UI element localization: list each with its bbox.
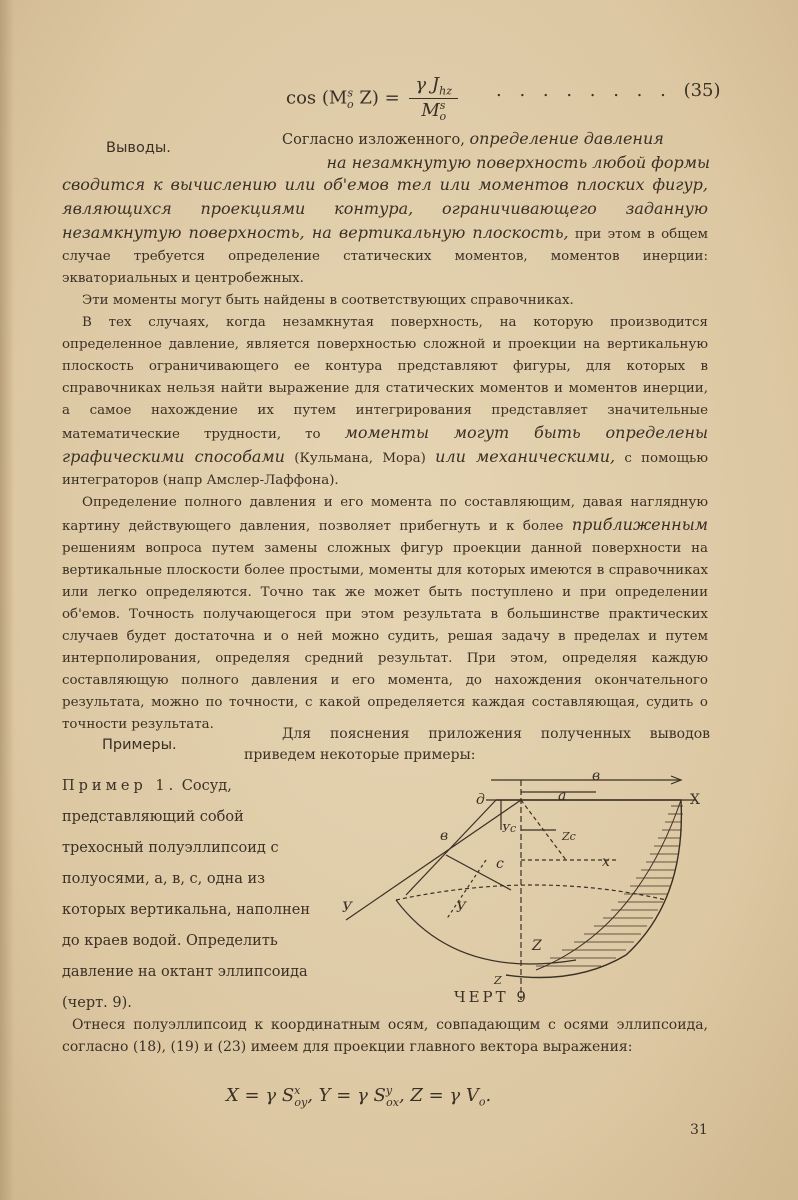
para3-italic-2: или механическими,: [435, 447, 616, 466]
ellipsoid-outline: [496, 800, 681, 978]
equator-dashed: [396, 885, 666, 900]
label-z-small: Z: [494, 974, 502, 987]
para3-b: (Кульмана, Мора): [294, 451, 426, 466]
conclusions-line2: [258, 152, 710, 175]
conclusions-after-italic: при этом в общем случае требуется определение статических моментов, моментов инерции: экваториальных и центробежных.: [62, 227, 709, 286]
denominator-sub: o: [439, 110, 447, 124]
label-c-inner: с: [496, 856, 504, 872]
para3-c: с помощью интеграторов (напр Амслер-Лаффона).: [62, 451, 708, 488]
conclusions-paragraph-3: [62, 312, 708, 492]
formula-35: [286, 74, 458, 123]
formula-lhs: cos (M: [286, 87, 348, 109]
formula-x-sup: x: [294, 1084, 301, 1097]
conclusions-line1-plain: Согласно изложенного,: [282, 132, 465, 148]
label-yc: Ус: [502, 822, 517, 835]
conclusions-heading: Выводы.: [106, 140, 171, 156]
examples-intro: Для пояснения приложения полученных выводов приведем некоторые примеры:: [244, 726, 710, 763]
conclusions-paragraph-4: [62, 492, 708, 736]
formula-z-sub: o: [478, 1095, 486, 1109]
conclusions-italic-block: сводится к вычислению или об'емов тел или моментов плоских фигур, являющихся проекциями контура, ограничивающего заданную незамкнутую поверхность, на вертикальную плоскость,: [62, 175, 708, 242]
page-number: 31: [690, 1122, 708, 1138]
figure-9: [336, 770, 708, 1010]
example-1-body: Сосуд, представляющий собой трехосный полуэллипсоид с полуосями, а, в, с, одна из которых вертикальна, наполнен до краев водой. Определить давление на октант эллипсоида (черт. 9).: [62, 778, 311, 1011]
formula-denominator: [409, 99, 458, 124]
equation-number-line: [496, 80, 721, 101]
para4-a: Определение полного давления и его момента по составляющим, давая наглядную картину действующего давления, позволяет прибегнуть и к более: [62, 495, 708, 534]
para3-a: В тех случаях, когда незамкнутая поверхность, на которую производится определенное давление, является поверхностью сложной и проекции на вертикальную плоскость ограничивающего ее контура представляют фигуры, для которых в справочниках нельзя найти выражение для статических моментов и моментов инерции, а самое нахождение их путем интегрирования представляет значительные математические трудности, то: [62, 315, 708, 442]
conclusions-line2-italic: на незамкнутую поверхность любой формы: [326, 153, 710, 172]
example-1-text: [62, 771, 324, 1019]
label-b-left: в: [440, 828, 449, 844]
formula-y: , Y = γ S: [307, 1085, 386, 1106]
numerator-sub: hz: [439, 84, 453, 98]
para4-italic: приближенным: [571, 515, 709, 534]
label-a-top: а: [558, 788, 567, 804]
formula-z: , Z = γ V: [398, 1085, 479, 1106]
para4-b: решениям вопроса путем замены сложных фигур проекции данной поверхности на вертикальные плоскости более простыми, моменты для которых имеются в справочниках или легко определяются. Точно так же может быть поступлено и при определении об'емов. Точность получающегося при этом результата в большинстве практических случаев будет достаточна и о ней можно судить, решая задачу в пределах и путем интерполирования, определяя средний результат. При этом, определяя каждую составляющую полного давления и его момента, до нахождения окончательного результата, можно по точности, с какой определяется каждая составляющая, судить о точности результата.: [62, 541, 708, 732]
formula-lhs-sup: s: [347, 86, 353, 100]
principal-vector-formula: [226, 1084, 491, 1109]
label-y-inner: У: [456, 900, 467, 916]
conclusions-body: [62, 174, 708, 736]
conclusions-line1: [282, 128, 712, 151]
para3-italic-1: моменты могут быть определены графическими способами: [62, 423, 709, 466]
label-zc: Zс: [562, 830, 576, 843]
conclusions-paragraph-2: Эти моменты могут быть найдены в соответствующих справочниках.: [82, 293, 574, 308]
label-d: д: [476, 792, 485, 808]
example-1-conclusion: Отнеся полуэллипсоид к координатным осям, совпадающим с осями эллипсоида, согласно (18), (19) и (23) имеем для проекции главного вектора выражения:: [62, 1017, 708, 1055]
formula-end: .: [485, 1085, 492, 1106]
label-y-axis: У: [342, 900, 353, 916]
denominator-text: M: [421, 99, 440, 121]
figure-caption: ЧЕРТ 9: [454, 988, 529, 1006]
y-axis: [346, 800, 521, 920]
equation-dots: . . . . . . . .: [496, 80, 672, 101]
label-x-inner: х: [602, 854, 610, 870]
page-shadow: [0, 0, 14, 1200]
conclusions-line1-italic: определение давления: [469, 129, 664, 148]
label-x-axis: X: [690, 792, 700, 808]
formula-lhs-rest: Z) =: [353, 87, 400, 109]
examples-heading: Примеры.: [102, 737, 177, 753]
label-b-top: в: [592, 770, 601, 784]
formula-x-sub: oy: [294, 1095, 308, 1109]
conclusions-italic-paragraph: [62, 174, 708, 290]
label-z-bottom: Z: [532, 938, 542, 954]
formula-numerator: [409, 74, 458, 99]
formula-y-sup: y: [385, 1084, 393, 1097]
equation-number: (35): [683, 80, 721, 101]
formula-lhs-sub: o: [347, 98, 354, 112]
formula-y-sub: ox: [386, 1095, 399, 1109]
bottom-curve: [396, 900, 576, 964]
formula-x: X = γ S: [226, 1085, 295, 1106]
denominator-sup: s: [439, 98, 446, 112]
numerator-text: γ J: [415, 74, 440, 95]
formula-fraction: [409, 74, 458, 123]
example-1-label: Пример 1.: [62, 778, 178, 794]
